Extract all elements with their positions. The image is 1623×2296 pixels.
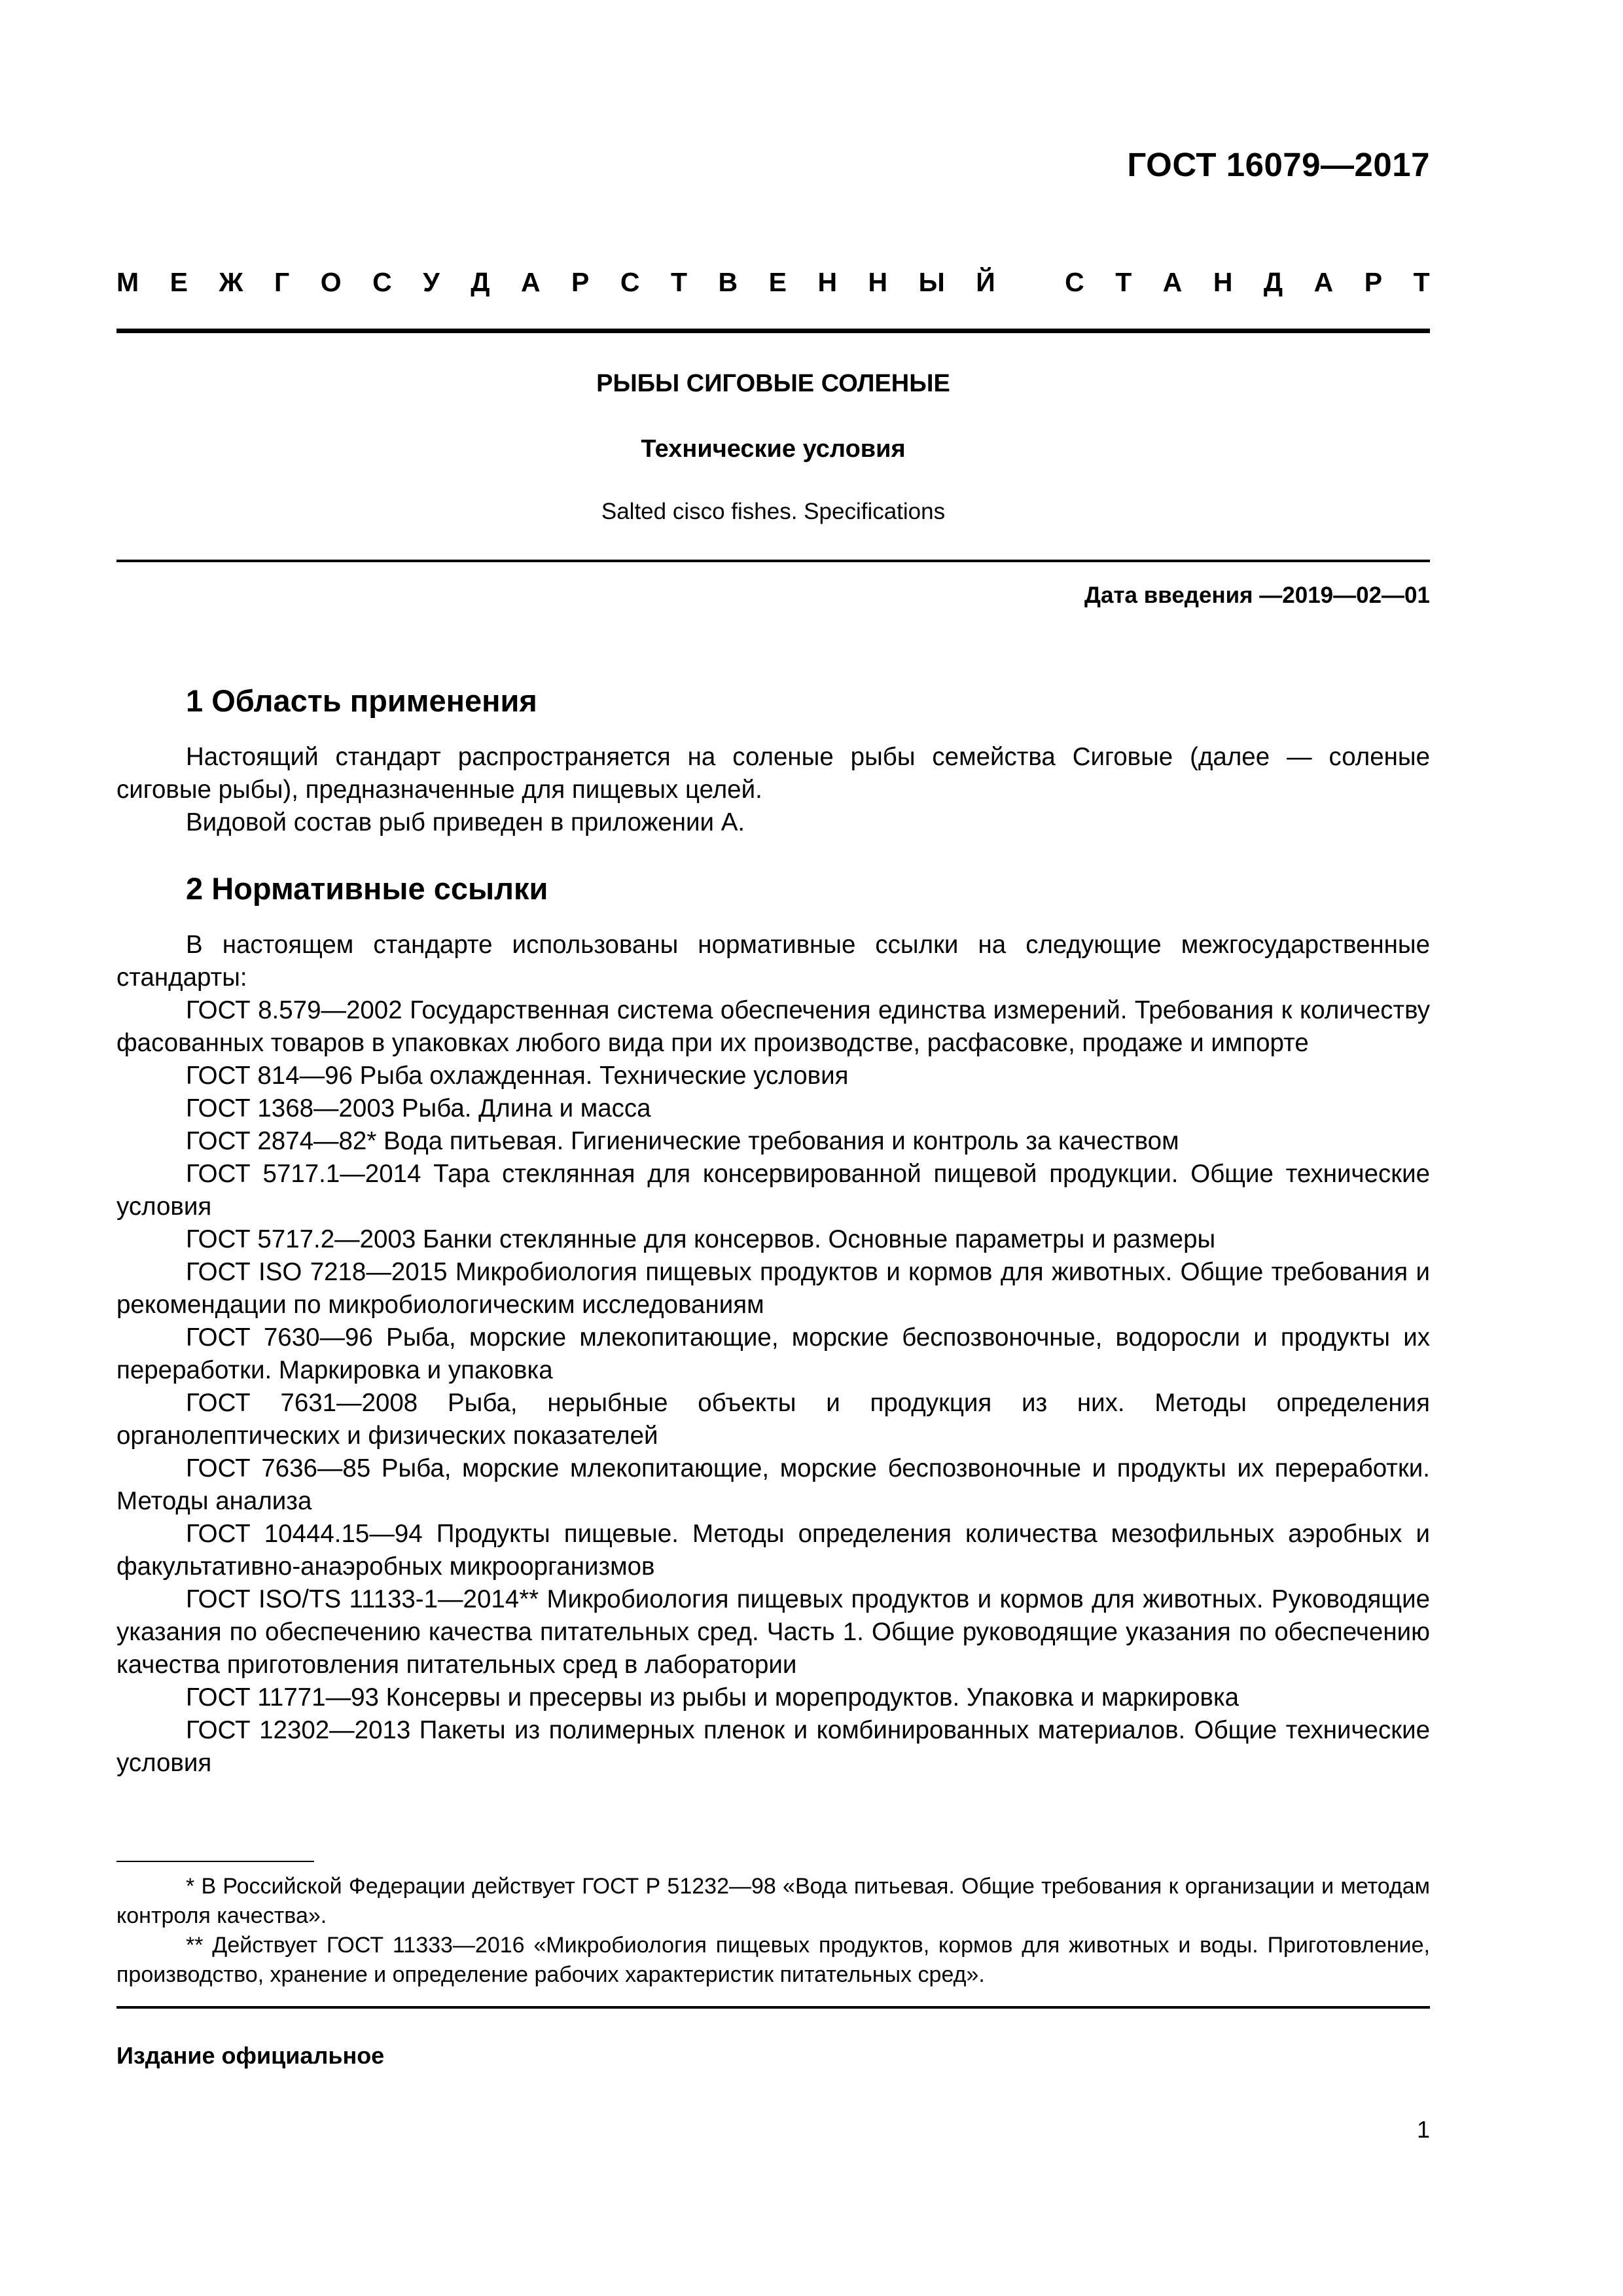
document-number: ГОСТ 16079—2017	[1127, 146, 1430, 183]
letter: С	[1065, 267, 1084, 297]
document-title-english: Salted cisco fishes. Specifications	[601, 499, 946, 524]
letter: Й	[976, 267, 995, 297]
paragraph: Настоящий стандарт распространяется на соленые рыбы семейства Сиговые (далее — соленые сиговые рыбы), предназначенные для пищевых целей.	[116, 743, 1430, 804]
letter: Р	[1364, 267, 1383, 297]
letter: С	[372, 267, 392, 297]
reference-item: ГОСТ 2874—82* Вода питьевая. Гигиенические требования и контроль за качеством	[186, 1127, 1179, 1155]
header-divider	[116, 329, 1430, 333]
reference-item: ГОСТ 12302—2013 Пакеты из полимерных пленок и комбинированных материалов. Общие технические условия	[116, 1716, 1430, 1777]
paragraph: Видовой состав рыб приведен в приложении А.	[186, 808, 745, 836]
letter: Р	[571, 267, 590, 297]
letter: Н	[1213, 267, 1233, 297]
letter: Г	[274, 267, 290, 297]
reference-item: ГОСТ 5717.2—2003 Банки стеклянные для консервов. Основные параметры и размеры	[186, 1225, 1216, 1253]
footnote: * В Российской Федерации действует ГОСТ Р 51232—98 «Вода питьевая. Общие требования к организации и методам контроля качества».	[116, 1874, 1430, 1928]
reference-item: ГОСТ 10444.15—94 Продукты пищевые. Методы определения количества мезофильных аэробных и факультативно-анаэробных микроорганизмов	[116, 1520, 1430, 1581]
letter: Ж	[219, 267, 243, 297]
reference-item: ГОСТ 8.579—2002 Государственная система обеспечения единства измерений. Требования к количеству фасованных товаров в упаковках любого вида при их производстве, расфасовке, продаже и импорте	[116, 996, 1430, 1057]
letter: Е	[169, 267, 188, 297]
section-title: 1 Область применения	[186, 683, 537, 718]
reference-item: ГОСТ 7636—85 Рыба, морские млекопитающие, морские беспозвоночные и продукты их переработки. Методы анализа	[116, 1454, 1430, 1515]
letter: С	[620, 267, 640, 297]
interstate-standard-heading	[116, 267, 1430, 298]
document-title: РЫБЫ СИГОВЫЕ СОЛЕНЫЕ	[596, 370, 950, 397]
letter: У	[423, 267, 440, 297]
letter: А	[1162, 267, 1183, 297]
reference-item: ГОСТ 1368—2003 Рыба. Длина и масса	[186, 1094, 651, 1122]
reference-item: ГОСТ 7631—2008 Рыба, нерыбные объекты и продукция из них. Методы определения органолептических и физических показателей	[116, 1389, 1430, 1450]
reference-item: ГОСТ 7630—96 Рыба, морские млекопитающие, морские беспозвоночные, водоросли и продукты их переработки. Маркировка и упаковка	[116, 1323, 1430, 1384]
edition-label: Издание официальное	[116, 2042, 385, 2069]
document-body	[116, 681, 1430, 1780]
reference-item: ГОСТ ISO 7218—2015 Микробиология пищевых продуктов и кормов для животных. Общие требования и рекомендации по микробиологическим исследованиям	[116, 1258, 1430, 1319]
letter: О	[320, 267, 342, 297]
letter: Е	[768, 267, 787, 297]
document-subtitle: Технические условия	[641, 435, 906, 463]
paragraph: В настоящем стандарте использованы нормативные ссылки на следующие межгосударственные стандарты:	[116, 931, 1430, 992]
letter: Т	[1115, 267, 1132, 297]
title-divider	[116, 560, 1430, 562]
reference-item: ГОСТ 11771—93 Консервы и пресервы из рыбы и морепродуктов. Упаковка и маркировка	[186, 1683, 1240, 1712]
letter: Ы	[918, 267, 945, 297]
letter: Н	[868, 267, 888, 297]
letter: М	[116, 267, 139, 297]
letter: А	[1313, 267, 1334, 297]
introduction-date: Дата введения —2019—02—01	[1084, 583, 1430, 608]
letter: А	[520, 267, 541, 297]
letter: Н	[817, 267, 838, 297]
footnote: ** Действует ГОСТ 11333—2016 «Микробиология пищевых продуктов, кормов для животных и воды. Приготовление, производство, хранение и определение рабочих характеристик питательных сред».	[116, 1933, 1430, 1987]
footer-divider	[116, 2006, 1430, 2009]
letter: Т	[670, 267, 688, 297]
footnotes	[116, 1872, 1430, 1990]
footnote-divider	[116, 1861, 314, 1862]
section-title: 2 Нормативные ссылки	[186, 871, 548, 906]
reference-item: ГОСТ 5717.1—2014 Тара стеклянная для консервированной пищевой продукции. Общие технические условия	[116, 1160, 1430, 1221]
word-gap	[1026, 267, 1033, 298]
letter: Д	[471, 267, 490, 297]
letter: Д	[1263, 267, 1283, 297]
reference-item: ГОСТ ISO/TS 11133-1—2014** Микробиология пищевых продуктов и кормов для животных. Руководящие указания по обеспечению качества питательных сред. Часть 1. Общие руководящие указания по обеспечению качества приготовления питательных сред в лаборатории	[116, 1585, 1430, 1679]
letter: Т	[1413, 267, 1430, 297]
page-number: 1	[1416, 2116, 1430, 2143]
letter: В	[718, 267, 738, 297]
reference-item: ГОСТ 814—96 Рыба охлажденная. Технические условия	[186, 1062, 849, 1090]
